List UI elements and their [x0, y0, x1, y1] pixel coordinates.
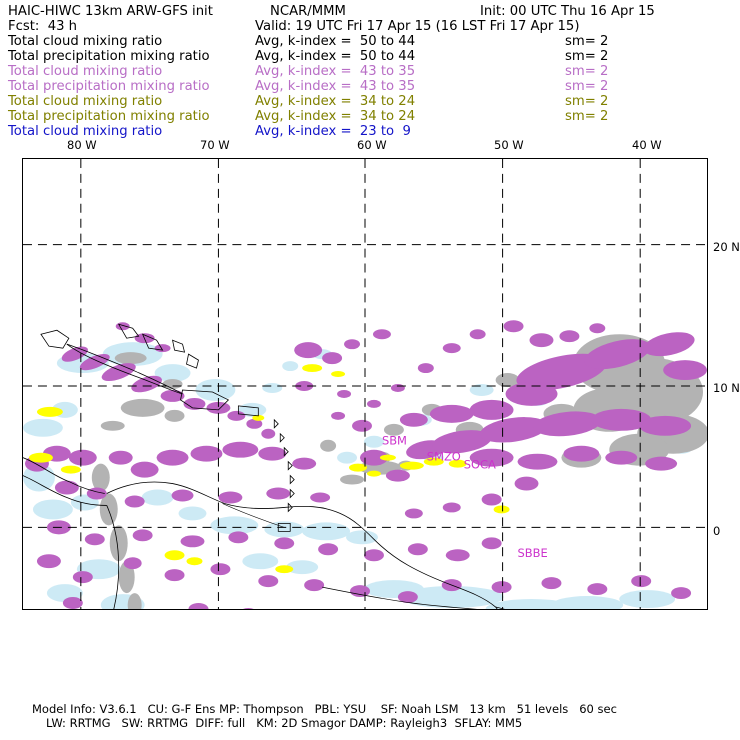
lat-label-20n: 20 N [713, 240, 740, 254]
legend-avg-0: Avg, k-index = 50 to 44 [255, 34, 416, 49]
legend-sm-5: sm= 2 [565, 109, 609, 124]
lon-label-60w: 60 W [357, 138, 387, 152]
legend-avg-2: Avg, k-index = 43 to 35 [255, 64, 416, 79]
station-label-sbm: SBM [381, 433, 407, 448]
lon-label-50w: 50 W [494, 138, 524, 152]
legend-sm-4: sm= 2 [565, 94, 609, 109]
lon-label-80w: 80 W [67, 138, 97, 152]
station-label-sbbe: SBBE [517, 546, 548, 561]
lon-label-70w: 70 W [200, 138, 230, 152]
lat-label-10n: 10 N [713, 381, 740, 395]
legend-avg-4: Avg, k-index = 34 to 24 [255, 94, 416, 109]
map-panel[interactable] [22, 158, 708, 610]
model-info-line-2: LW: RRTMG SW: RRTMG DIFF: full KM: 2D Smagor DAMP: Rayleigh3 SFLAY: MM5 [46, 716, 523, 730]
legend-avg-6: Avg, k-index = 23 to 9 [255, 124, 411, 139]
legend-field-4: Total cloud mixing ratio [8, 94, 163, 109]
legend-avg-1: Avg, k-index = 50 to 44 [255, 49, 416, 64]
legend-field-5: Total precipitation mixing ratio [8, 109, 210, 124]
valid-time: Valid: 19 UTC Fri 17 Apr 15 (16 LST Fri 17 Apr 15) [255, 19, 580, 34]
legend-field-2: Total cloud mixing ratio [8, 64, 163, 79]
lon-label-40w: 40 W [632, 138, 662, 152]
station-label-soca: SOCA [463, 457, 496, 472]
lat-label-0: 0 [713, 524, 721, 538]
legend-sm-2: sm= 2 [565, 64, 609, 79]
model-title: HAIC-HIWC 13km ARW-GFS init [8, 4, 213, 19]
center-name: NCAR/MMM [270, 4, 346, 19]
legend-sm-1: sm= 2 [565, 49, 609, 64]
legend-field-6: Total cloud mixing ratio [8, 124, 163, 139]
legend-sm-0: sm= 2 [565, 34, 609, 49]
legend-avg-3: Avg, k-index = 43 to 35 [255, 79, 416, 94]
header-block [0, 0, 740, 142]
legend-sm-3: sm= 2 [565, 79, 609, 94]
fcst-hour: Fcst: 43 h [8, 19, 78, 34]
station-label-smzo: SMZO [426, 449, 461, 464]
legend-field-0: Total cloud mixing ratio [8, 34, 163, 49]
legend-field-3: Total precipitation mixing ratio [8, 79, 210, 94]
init-time: Init: 00 UTC Thu 16 Apr 15 [480, 4, 655, 19]
map-canvas[interactable] [23, 159, 707, 609]
legend-avg-5: Avg, k-index = 34 to 24 [255, 109, 416, 124]
legend-field-1: Total precipitation mixing ratio [8, 49, 210, 64]
model-info-line-1: Model Info: V3.6.1 CU: G-F Ens MP: Thompson PBL: YSU SF: Noah LSM 13 km 51 levels 60 sec [32, 702, 617, 716]
